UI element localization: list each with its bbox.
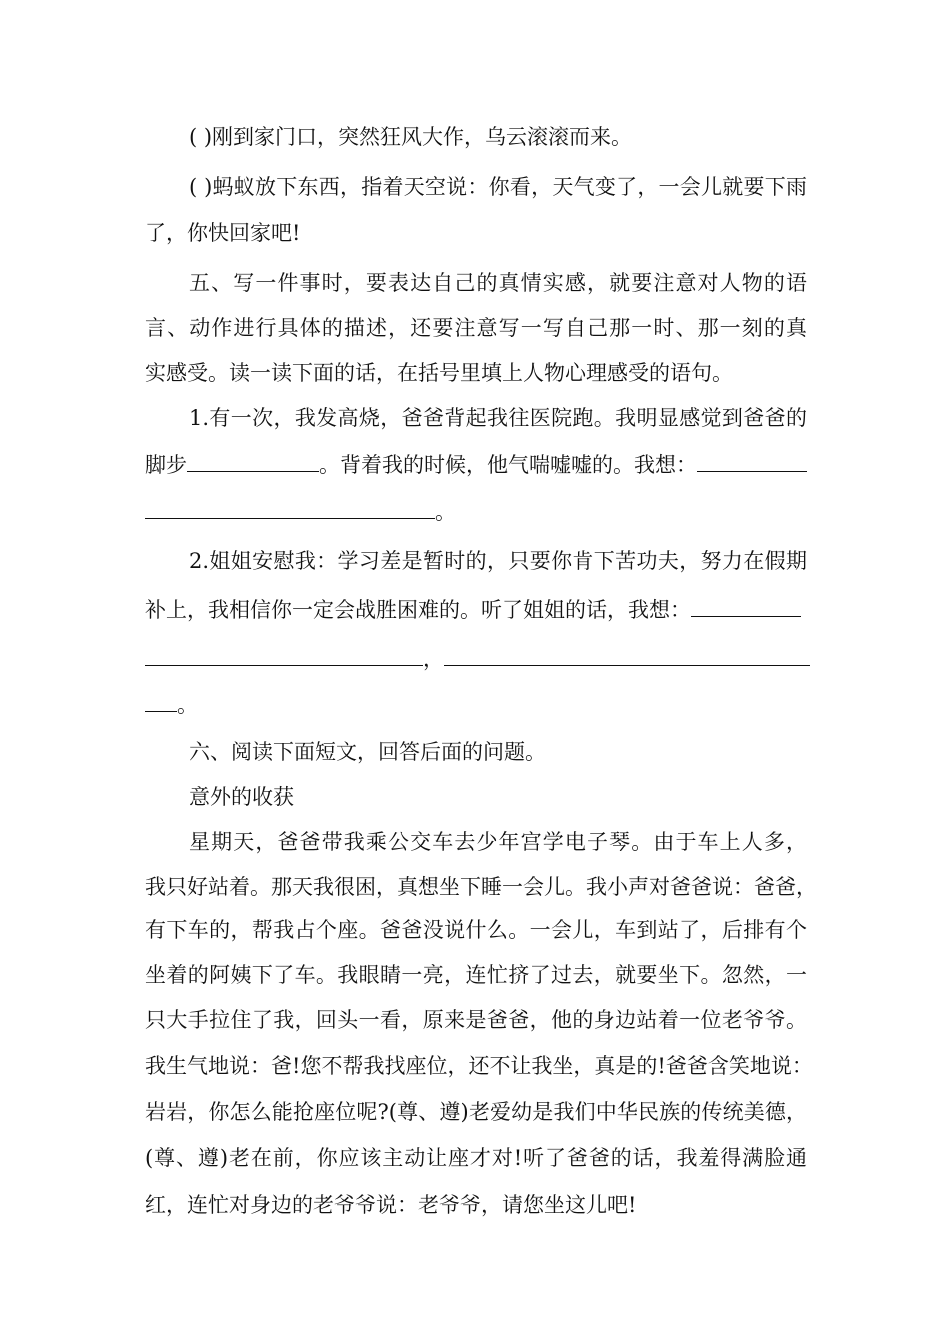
- passage-line-2: 我只好站着。那天我很困，真想坐下睡一会儿。我小声对爸爸说：爸爸，: [145, 875, 817, 899]
- passage-line-8: (尊、遵)老在前，你应该主动让座才对!听了爸爸的话，我羞得满脸通: [145, 1146, 807, 1170]
- passage-line-5: 只大手拉住了我，回头一看，原来是爸爸，他的身边站着一位老爷爷。: [145, 1008, 807, 1032]
- answer-blank[interactable]: [145, 691, 177, 712]
- question-1-line-3: 。: [145, 498, 807, 525]
- section-six-heading: 六、阅读下面短文，回答后面的问题。: [189, 740, 546, 764]
- question-2-line-1: 2.姐姐安慰我：学习差是暂时的，只要你肯下苦功夫，努力在假期: [189, 549, 807, 573]
- passage-line-6: 我生气地说：爸!您不帮我找座位，还不让我坐，真是的!爸爸含笑地说：: [145, 1054, 813, 1078]
- question-1-line-1: 1.有一次，我发高烧，爸爸背起我往医院跑。我明显感觉到爸爸的: [189, 406, 807, 430]
- question-2-line-3: ，: [145, 645, 807, 672]
- passage-line-3: 有下车的，帮我占个座。爸爸没说什么。一会儿，车到站了，后排有个: [145, 918, 807, 942]
- answer-blank[interactable]: [145, 498, 435, 519]
- option-line-2-cont: 了，你快回家吧!: [145, 221, 301, 245]
- option-line-1: ( )刚到家门口，突然狂风大作，乌云滚滚而来。: [189, 125, 633, 149]
- question-2-line-4: 。: [145, 691, 807, 718]
- answer-blank[interactable]: [145, 645, 423, 666]
- passage-title: 意外的收获: [189, 785, 294, 809]
- passage-line-9: 红，连忙对身边的老爷爷说：老爷爷，请您坐这儿吧!: [145, 1193, 637, 1217]
- section-five-line-2: 言、动作进行具体的描述，还要注意写一写自己那一时、那一刻的真: [145, 316, 807, 340]
- answer-blank[interactable]: [691, 596, 801, 617]
- option-line-2: ( )蚂蚁放下东西，指着天空说：你看，天气变了，一会儿就要下雨: [189, 175, 807, 199]
- passage-line-4: 坐着的阿姨下了车。我眼睛一亮，连忙挤了过去，就要坐下。忽然，一: [145, 963, 807, 987]
- question-1-line-2: 脚步 。背着我的时候，他气喘嘘嘘的。我想：: [145, 451, 807, 478]
- section-five-line-3: 实感受。读一读下面的话，在括号里填上人物心理感受的语句。: [145, 361, 733, 385]
- passage-line-1: 星期天，爸爸带我乘公交车去少年宫学电子琴。由于车上人多，: [189, 830, 807, 854]
- section-five-line-1: 五、写一件事时，要表达自己的真情实感，就要注意对人物的语: [189, 271, 807, 295]
- question-2-line-2: 补上，我相信你一定会战胜困难的。听了姐姐的话，我想：: [145, 596, 807, 623]
- answer-blank[interactable]: [187, 451, 319, 472]
- passage-line-7: 岩岩，你怎么能抢座位呢?(尊、遵)老爱幼是我们中华民族的传统美德，: [145, 1100, 807, 1124]
- answer-blank[interactable]: [444, 645, 810, 666]
- answer-blank[interactable]: [697, 451, 807, 472]
